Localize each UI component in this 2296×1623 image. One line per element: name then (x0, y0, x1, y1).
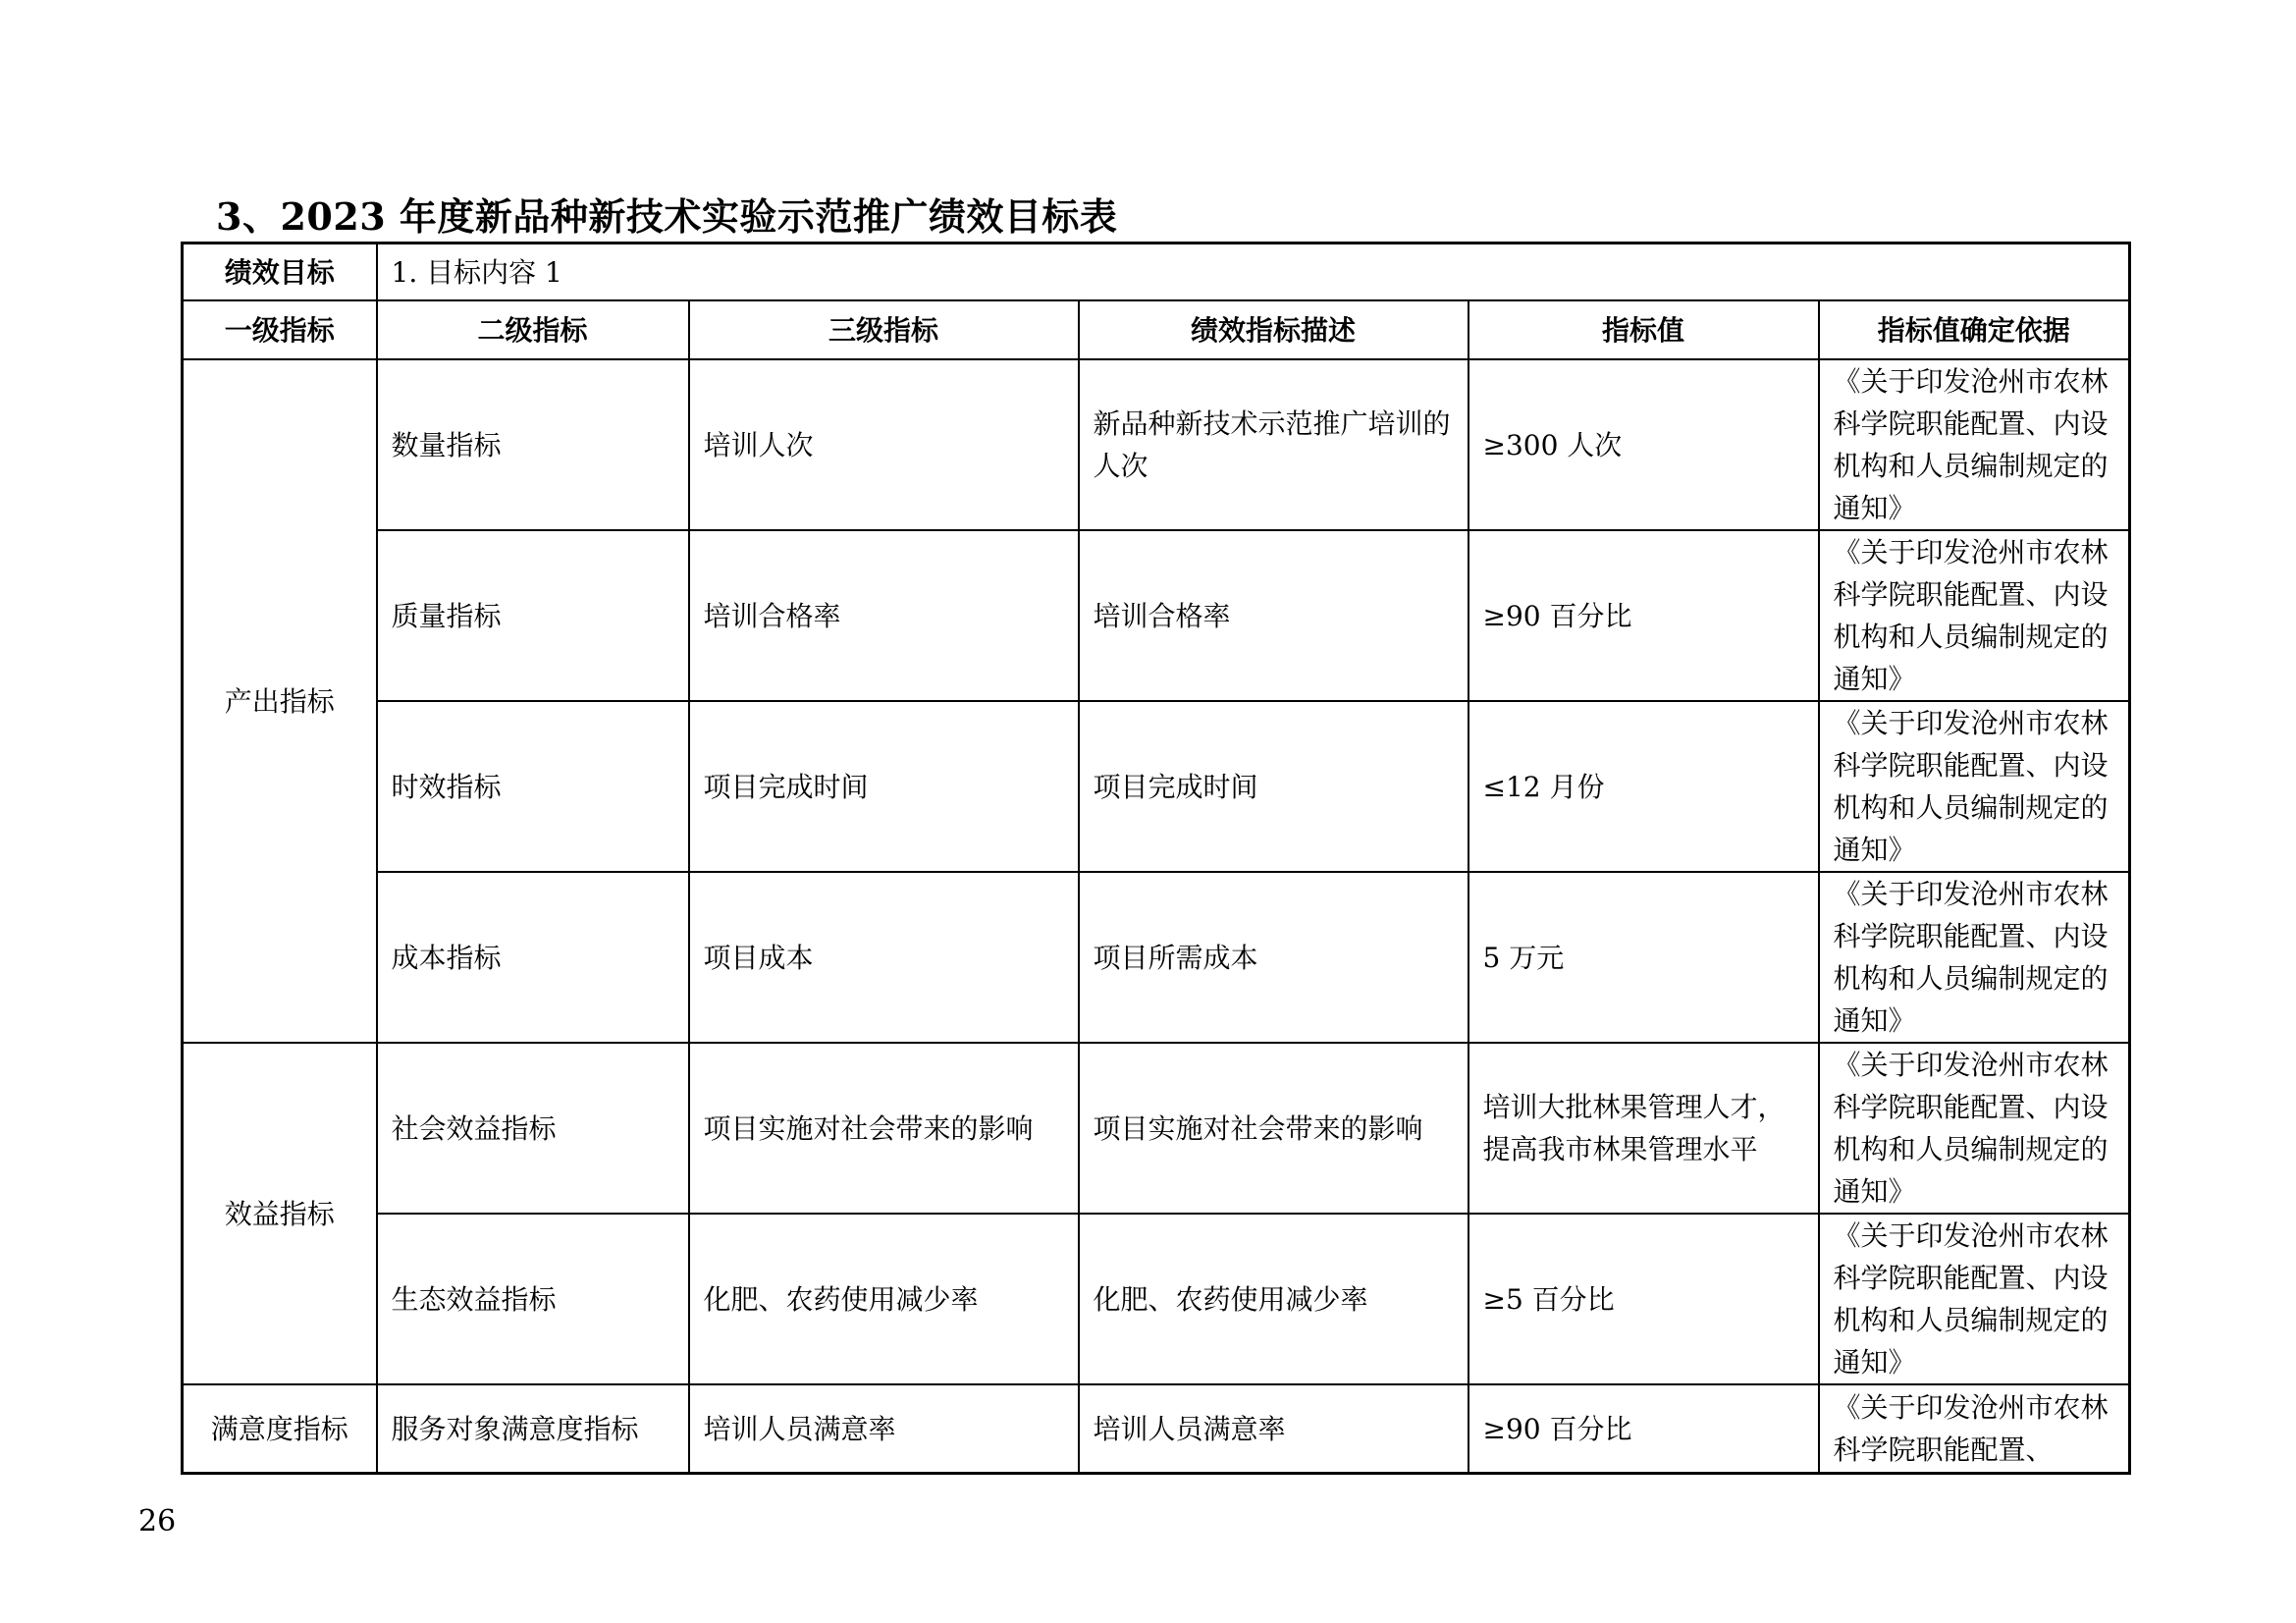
cell-description: 培训人员满意率 (1079, 1384, 1468, 1474)
header-basis: 指标值确定依据 (1819, 300, 2130, 359)
page-title: 3、2023 年度新品种新技术实验示范推广绩效目标表 (216, 194, 1118, 239)
goal-content: 1. 目标内容 1 (377, 243, 2130, 301)
cell-description: 培训合格率 (1079, 530, 1468, 701)
cell-basis: 《关于印发沧州市农林科学院职能配置、 (1819, 1384, 2130, 1474)
cell-value: 培训大批林果管理人才，提高我市林果管理水平 (1468, 1043, 1819, 1214)
header-row (183, 300, 2130, 359)
cell-level2: 成本指标 (377, 872, 689, 1043)
cell-level3: 培训人员满意率 (689, 1384, 1079, 1474)
cell-level3: 培训人次 (689, 359, 1079, 530)
cell-description: 项目完成时间 (1079, 701, 1468, 872)
cell-level2: 社会效益指标 (377, 1043, 689, 1214)
header-level2: 二级指标 (377, 300, 689, 359)
cell-value: ≥300 人次 (1468, 359, 1819, 530)
cell-basis: 《关于印发沧州市农林科学院职能配置、内设机构和人员编制规定的通知》 (1819, 530, 2130, 701)
cell-value: ≥5 百分比 (1468, 1214, 1819, 1384)
cell-level3: 项目成本 (689, 872, 1079, 1043)
cell-level2: 质量指标 (377, 530, 689, 701)
cell-value: 5 万元 (1468, 872, 1819, 1043)
table-row (183, 1384, 2130, 1474)
cell-basis: 《关于印发沧州市农林科学院职能配置、内设机构和人员编制规定的通知》 (1819, 1214, 2130, 1384)
header-level3: 三级指标 (689, 300, 1079, 359)
table-row (183, 1043, 2130, 1214)
cell-level2: 数量指标 (377, 359, 689, 530)
goal-row (183, 243, 2130, 301)
cell-level3: 培训合格率 (689, 530, 1079, 701)
cell-description: 项目所需成本 (1079, 872, 1468, 1043)
cell-level3: 项目完成时间 (689, 701, 1079, 872)
cell-level2: 生态效益指标 (377, 1214, 689, 1384)
group-benefit: 效益指标 (183, 1043, 377, 1384)
cell-basis: 《关于印发沧州市农林科学院职能配置、内设机构和人员编制规定的通知》 (1819, 701, 2130, 872)
header-level1: 一级指标 (183, 300, 377, 359)
table-row (183, 872, 2130, 1043)
cell-value: ≥90 百分比 (1468, 530, 1819, 701)
table-row (183, 530, 2130, 701)
table-row (183, 701, 2130, 872)
cell-value: ≥90 百分比 (1468, 1384, 1819, 1474)
group-output: 产出指标 (183, 359, 377, 1043)
cell-description: 化肥、农药使用减少率 (1079, 1214, 1468, 1384)
cell-level3: 项目实施对社会带来的影响 (689, 1043, 1079, 1214)
cell-basis: 《关于印发沧州市农林科学院职能配置、内设机构和人员编制规定的通知》 (1819, 359, 2130, 530)
goal-label: 绩效目标 (183, 243, 377, 301)
cell-level3: 化肥、农药使用减少率 (689, 1214, 1079, 1384)
cell-level2: 服务对象满意度指标 (377, 1384, 689, 1474)
cell-description: 项目实施对社会带来的影响 (1079, 1043, 1468, 1214)
table-row (183, 359, 2130, 530)
cell-description: 新品种新技术示范推广培训的人次 (1079, 359, 1468, 530)
cell-basis: 《关于印发沧州市农林科学院职能配置、内设机构和人员编制规定的通知》 (1819, 872, 2130, 1043)
header-value: 指标值 (1468, 300, 1819, 359)
performance-target-table (181, 242, 2131, 1475)
table-row (183, 1214, 2130, 1384)
cell-basis: 《关于印发沧州市农林科学院职能配置、内设机构和人员编制规定的通知》 (1819, 1043, 2130, 1214)
page-number: 26 (138, 1504, 177, 1539)
header-description: 绩效指标描述 (1079, 300, 1468, 359)
group-satisfaction: 满意度指标 (183, 1384, 377, 1474)
cell-level2: 时效指标 (377, 701, 689, 872)
cell-value: ≤12 月份 (1468, 701, 1819, 872)
